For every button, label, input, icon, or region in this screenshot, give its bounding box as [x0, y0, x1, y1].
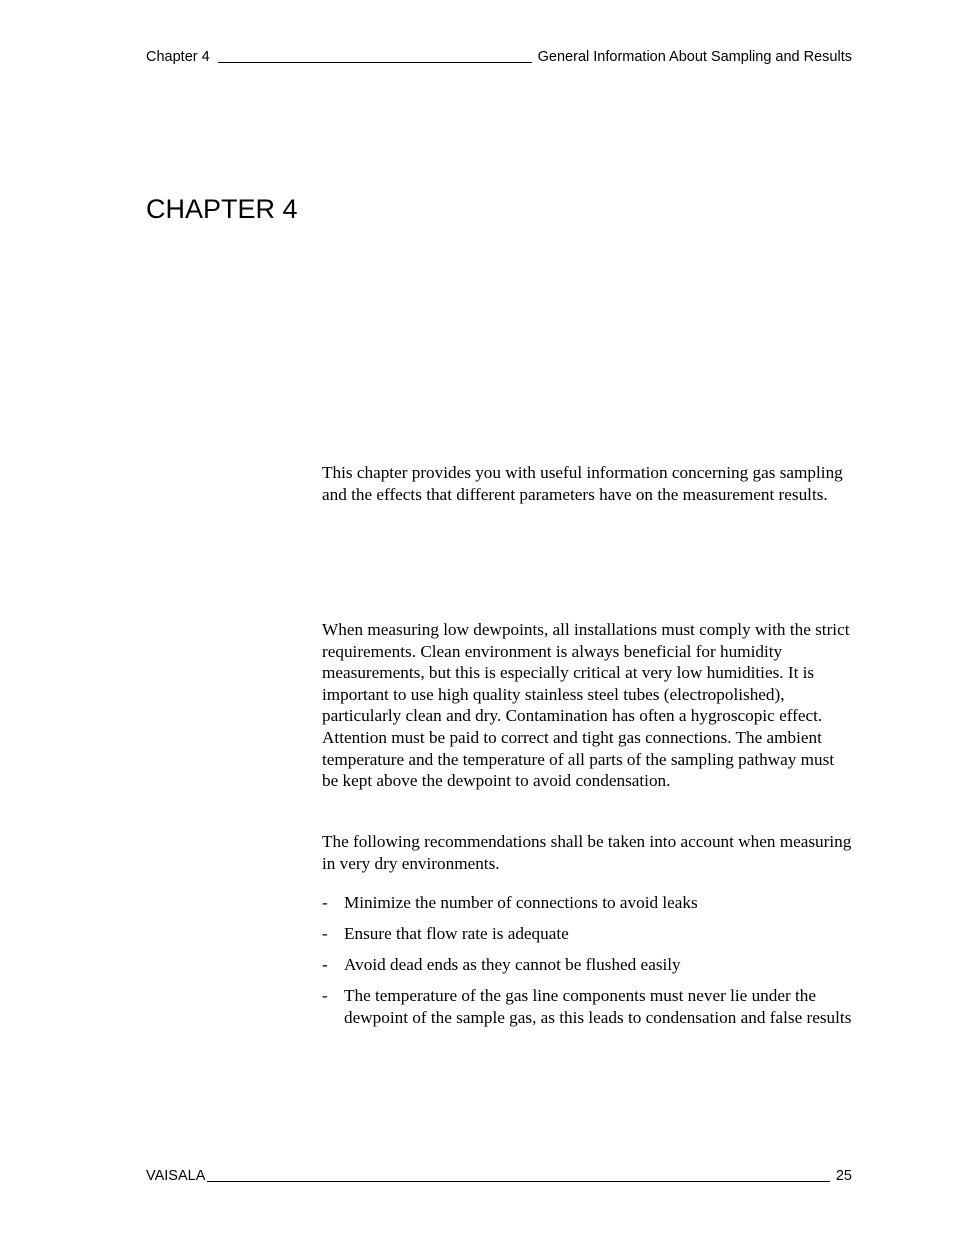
bullet-marker: - [322, 986, 328, 1006]
page-header [146, 48, 852, 66]
page-number: 25 [835, 1168, 852, 1184]
list-item [322, 954, 854, 976]
recommendation-list [322, 892, 854, 1038]
bullet-marker: - [322, 955, 328, 975]
header-section-title: General Information About Sampling and Results [537, 49, 852, 65]
header-chapter-label: Chapter 4 [146, 49, 210, 65]
header-rule [218, 61, 532, 63]
bullet-marker: - [322, 924, 328, 944]
list-item-text: The temperature of the gas line components must never lie under the dewpoint of the sample gas, as this leads to condensation and false results [344, 986, 852, 1027]
list-item-text: Ensure that flow rate is adequate [344, 924, 569, 944]
bullet-marker: - [322, 893, 328, 912]
chapter-title: CHAPTER 4 [146, 194, 298, 224]
body-paragraph: When measuring low dewpoints, all installations must comply with the strict requirements. Clean environment is always beneficial for humidity measurements, but this is especially critical at very low humidities. It is important to use high quality stainless steel tubes (electropolished), particularly clean and dry. Contamination has often a hygroscopic effect. Attention must be paid to correct and tight gas connections. The ambient temperature and the temperature of all parts of the sampling pathway must be kept above the dewpoint to avoid condensation. [322, 620, 850, 791]
chapter-intro: This chapter provides you with useful information concerning gas sampling and the effects that different parameters have on the measurement results. [322, 463, 843, 504]
list-item [322, 923, 854, 945]
page-footer [146, 1167, 852, 1185]
footer-company: VAISALA [146, 1168, 206, 1184]
list-item [322, 985, 854, 1028]
list-item-text: Minimize the number of connections to avoid leaks [344, 893, 698, 912]
list-item [322, 892, 854, 914]
list-item-text: Avoid dead ends as they cannot be flushed easily [344, 955, 681, 975]
body-paragraph: The following recommendations shall be taken into account when measuring in very dry environments. [322, 832, 852, 873]
footer-rule [207, 1180, 829, 1182]
